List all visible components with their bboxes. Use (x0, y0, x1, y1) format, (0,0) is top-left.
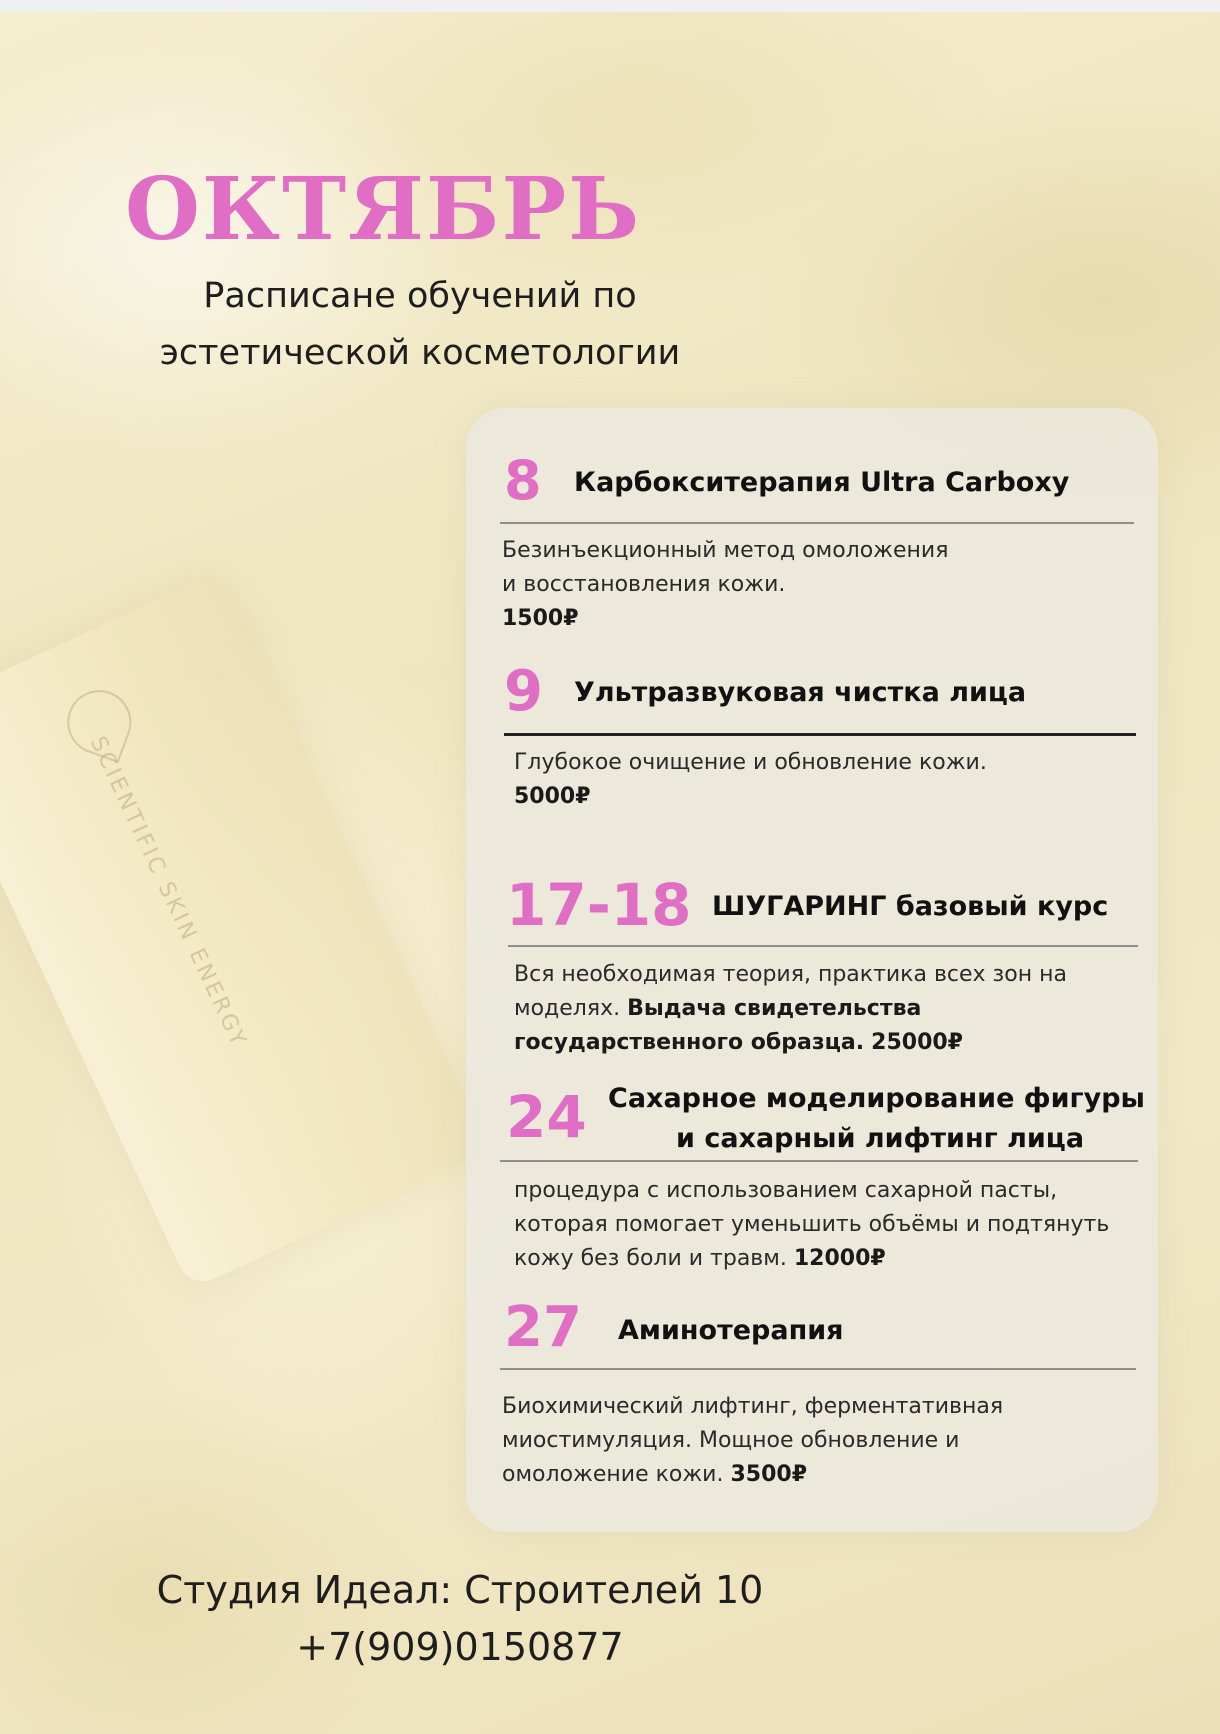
event-description (502, 1390, 1003, 1492)
event-title: и сахарный лифтинг лица (676, 1123, 1085, 1154)
event-title: Ультразвуковая чистка лица (574, 677, 1027, 708)
event-price: 12000₽ (793, 1246, 886, 1271)
schedule-panel (466, 408, 1158, 1532)
event-desc-line (514, 992, 1067, 1026)
event-title: Сахарное моделирование фигуры (608, 1083, 1145, 1114)
event-title: ШУГАРИНГ базовый курс (712, 891, 1109, 922)
subtitle (60, 268, 780, 382)
event-date: 27 (504, 1295, 582, 1360)
event-desc-text: омоложение кожи. (502, 1462, 724, 1487)
event-desc-line (514, 1026, 1067, 1060)
event-divider (500, 1160, 1138, 1162)
event-desc-emphasis: Выдача свидетельства (627, 996, 922, 1021)
event-divider (508, 945, 1138, 947)
event-description (502, 534, 948, 636)
event-desc-line: Безинъекционный метод омоложения (502, 538, 949, 563)
studio-phone[interactable]: +7(909)0150877 (296, 1625, 624, 1669)
top-strip (0, 0, 1220, 12)
event-desc-line: Вся необходимая теория, практика всех зон на (514, 962, 1067, 987)
event-divider (500, 522, 1134, 524)
event-description (514, 958, 1067, 1060)
event-desc-line: и восстановления кожи. (502, 572, 786, 597)
event-desc-line: процедура с использованием сахарной пасты, (514, 1178, 1058, 1203)
tube-brand-text: SCIENTIFIC SKIN ENERGY (84, 732, 252, 1053)
event-description (514, 746, 987, 814)
event-price: 5000₽ (514, 784, 591, 809)
event-desc-text: кожу без боли и травм. (514, 1246, 787, 1271)
event-price: 1500₽ (502, 606, 579, 631)
event-desc-line: Биохимический лифтинг, ферментативная (502, 1394, 1004, 1419)
event-description (514, 1174, 1109, 1276)
event-divider (500, 1368, 1136, 1370)
event-desc-line: Глубокое очищение и обновление кожи. (514, 750, 987, 775)
month-title: ОКТЯБРЬ (125, 159, 642, 260)
subtitle-line: Расписане обучений по (203, 276, 637, 316)
event-price: 3500₽ (730, 1462, 808, 1487)
event-date: 8 (504, 449, 542, 512)
event-price: 25000₽ (871, 1030, 963, 1055)
event-divider (504, 733, 1136, 736)
event-date: 17-18 (506, 871, 692, 939)
background-product-tube (0, 570, 490, 1290)
event-date: 9 (504, 659, 543, 724)
event-desc-line (514, 1242, 1109, 1276)
event-desc-line: миостимуляция. Мощное обновление и (502, 1428, 960, 1453)
event-desc-emphasis: государственного образца. (514, 1030, 865, 1055)
event-desc-line: которая помогает уменьшить объёмы и подтянуть (514, 1212, 1110, 1237)
event-desc-line (502, 1458, 1003, 1492)
event-date: 24 (506, 1083, 587, 1151)
event-desc-text: моделях. (514, 996, 621, 1021)
event-title: Аминотерапия (618, 1315, 844, 1346)
event-title: Карбокситерапия Ultra Carboxy (574, 467, 1070, 498)
subtitle-line: эстетической косметологии (159, 333, 681, 373)
studio-address: Студия Идеал: Строителей 10 (156, 1568, 764, 1612)
